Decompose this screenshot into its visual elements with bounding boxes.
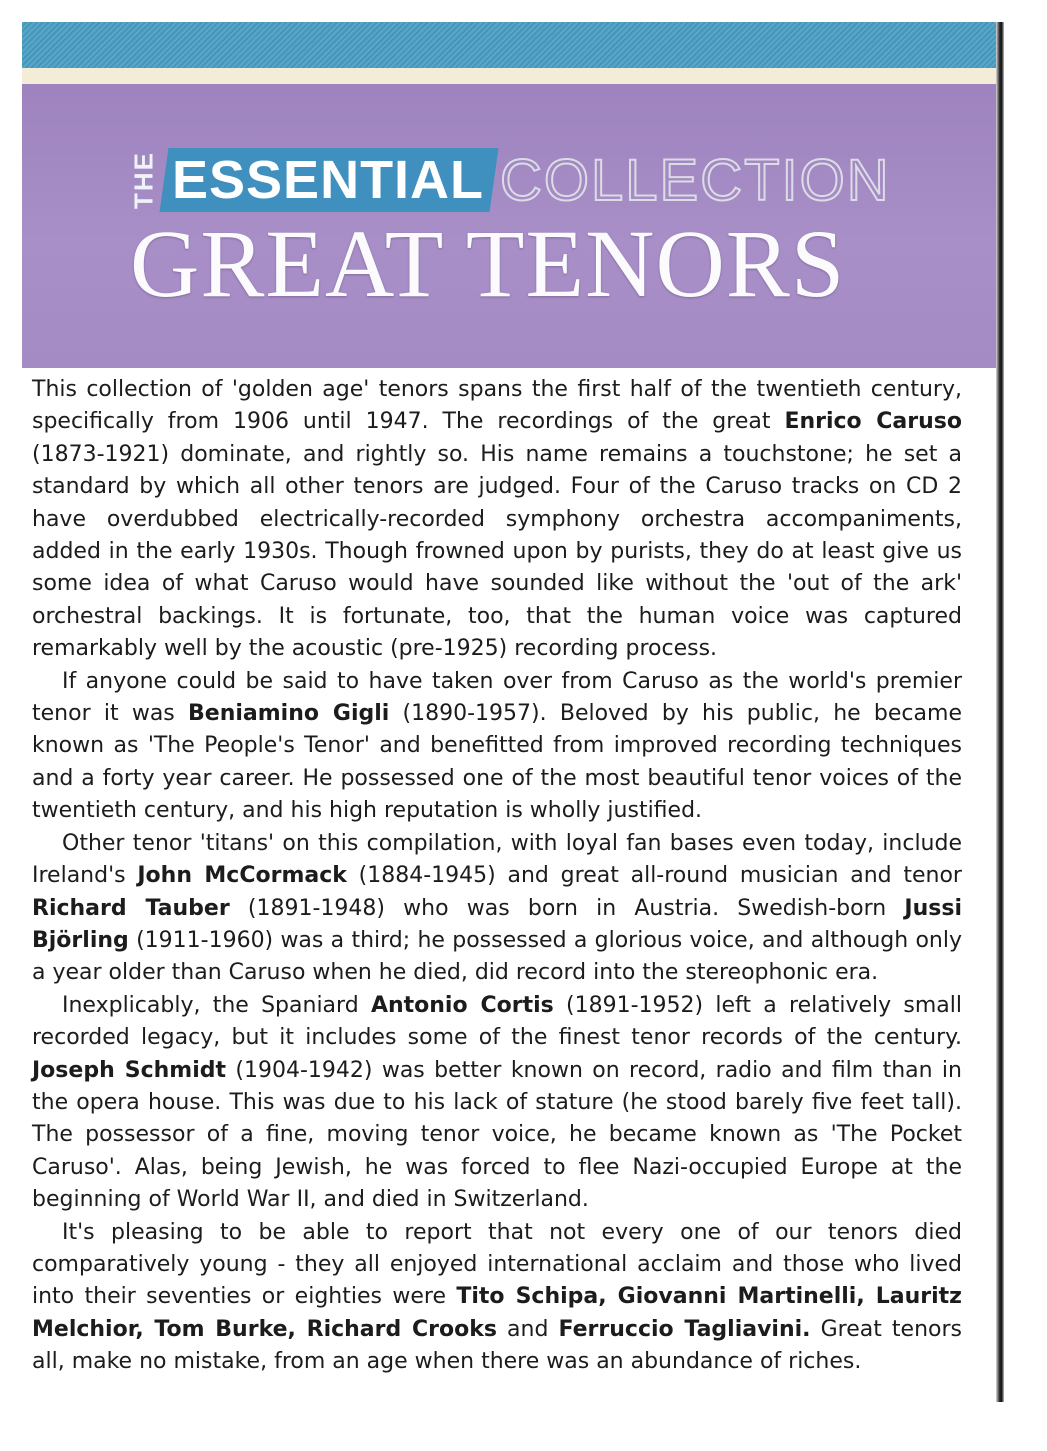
series-rest-text: COLLECTION [500,147,891,213]
body-text [32,374,962,1379]
text-run: Inexplicably, the Spaniard [62,992,371,1018]
text-run: (1884-1945) and great all-round musician and tenor [346,863,962,889]
text-run: (1890-1957). Beloved by his public, he became known as 'The People's Tenor' and benefitted from improved recording techniques and a forty year career. He possessed one of the most beautiful tenor voices of the twentieth century, and his high reputation is wholly justified. [32,701,962,824]
performer-name: John McCormack [137,863,347,889]
series-prefix [128,147,159,213]
text-run: (1891-1952) left a relatively small recorded legacy, but it includes some of the finest tenor records of the century. [32,992,963,1051]
title-banner [22,84,998,368]
paragraph-3 [32,828,962,990]
performer-name: Enrico Caruso [784,409,963,435]
series-highlight-text: ESSENTIAL [172,150,485,210]
performer-name: Jussi Björling [32,895,962,953]
performer-name: Ferruccio Tagliavini. [558,1316,811,1342]
booklet-spine-edge [996,22,1004,1402]
text-run: (1891-1948) who was born in Austria. Swedish-born [229,895,905,921]
paragraph-4 [32,990,962,1217]
paragraph-2 [32,666,962,828]
text-run: (1904-1942) was better known on record, radio and film than in the opera house. This was due to his lack of stature (he stood barely five feet tall). The possessor of a fine, moving tenor voice, he became known as 'The Pocket Caruso'. Alas, being Jewish, he was forced to flee Nazi-occupied Europe at the beginning of World War II, and died in Switzerland. [32,1057,962,1213]
text-run: (1873-1921) dominate, and rightly so. His name remains a touchstone; he set a standard by which all other tenors are judged. Four of the Caruso tracks on CD 2 have overdubbed electrically-recorded symphony orchestra accompaniments, added in the early 1930s. Though frowned upon by purists, they do at least give us some idea of what Caruso would have sounded like without the 'out of the ark' orchestral backings. It is fortunate, too, that the human voice was captured remarkably well by the acoustic (pre-1925) recording process. [32,441,962,662]
text-run: (1911-1960) was a third; he possessed a glorious voice, and although only a year older than Caruso when he died, did record into the stereophonic era. [32,927,962,986]
performer-name: Beniamino Gigli [188,701,390,727]
top-blue-stripe [22,22,998,68]
series-logo [128,144,891,216]
performer-name: Richard Tauber [32,895,230,921]
booklet-page [22,22,1002,1432]
text-run: This collection of 'golden age' tenors spans the first half of the twentieth century, specifically from 1906 until 1947. The recordings of the great [32,377,962,435]
performer-name: Antonio Cortis [370,992,554,1018]
text-run: If anyone could be said to have taken over from Caruso as the world's premier tenor it was [32,668,962,727]
paragraph-1 [32,374,962,666]
text-run: and [496,1316,559,1342]
page-title: GREAT TENORS [130,210,846,317]
performer-name: Joseph Schmidt [32,1057,227,1083]
text-run: Great tenors all, make no mistake, from an age when there was an abundance of riches. [32,1316,963,1375]
series-prefix-text: THE [128,151,159,209]
text-run: It's pleasing to be able to report that not every one of our tenors died comparatively young - they all enjoyed international acclaim and those who lived into their seventies or eighties were [32,1219,962,1310]
performer-name: Tito Schipa, Giovanni Martinelli, Lauritz Melchior, Tom Burke, Richard Crooks [32,1284,962,1342]
cream-band [22,68,998,84]
text-run: Other tenor 'titans' on this compilation, with loyal fan bases even today, include Ireland's [32,830,962,889]
paragraph-5 [32,1217,962,1379]
series-highlight-box [160,148,499,212]
